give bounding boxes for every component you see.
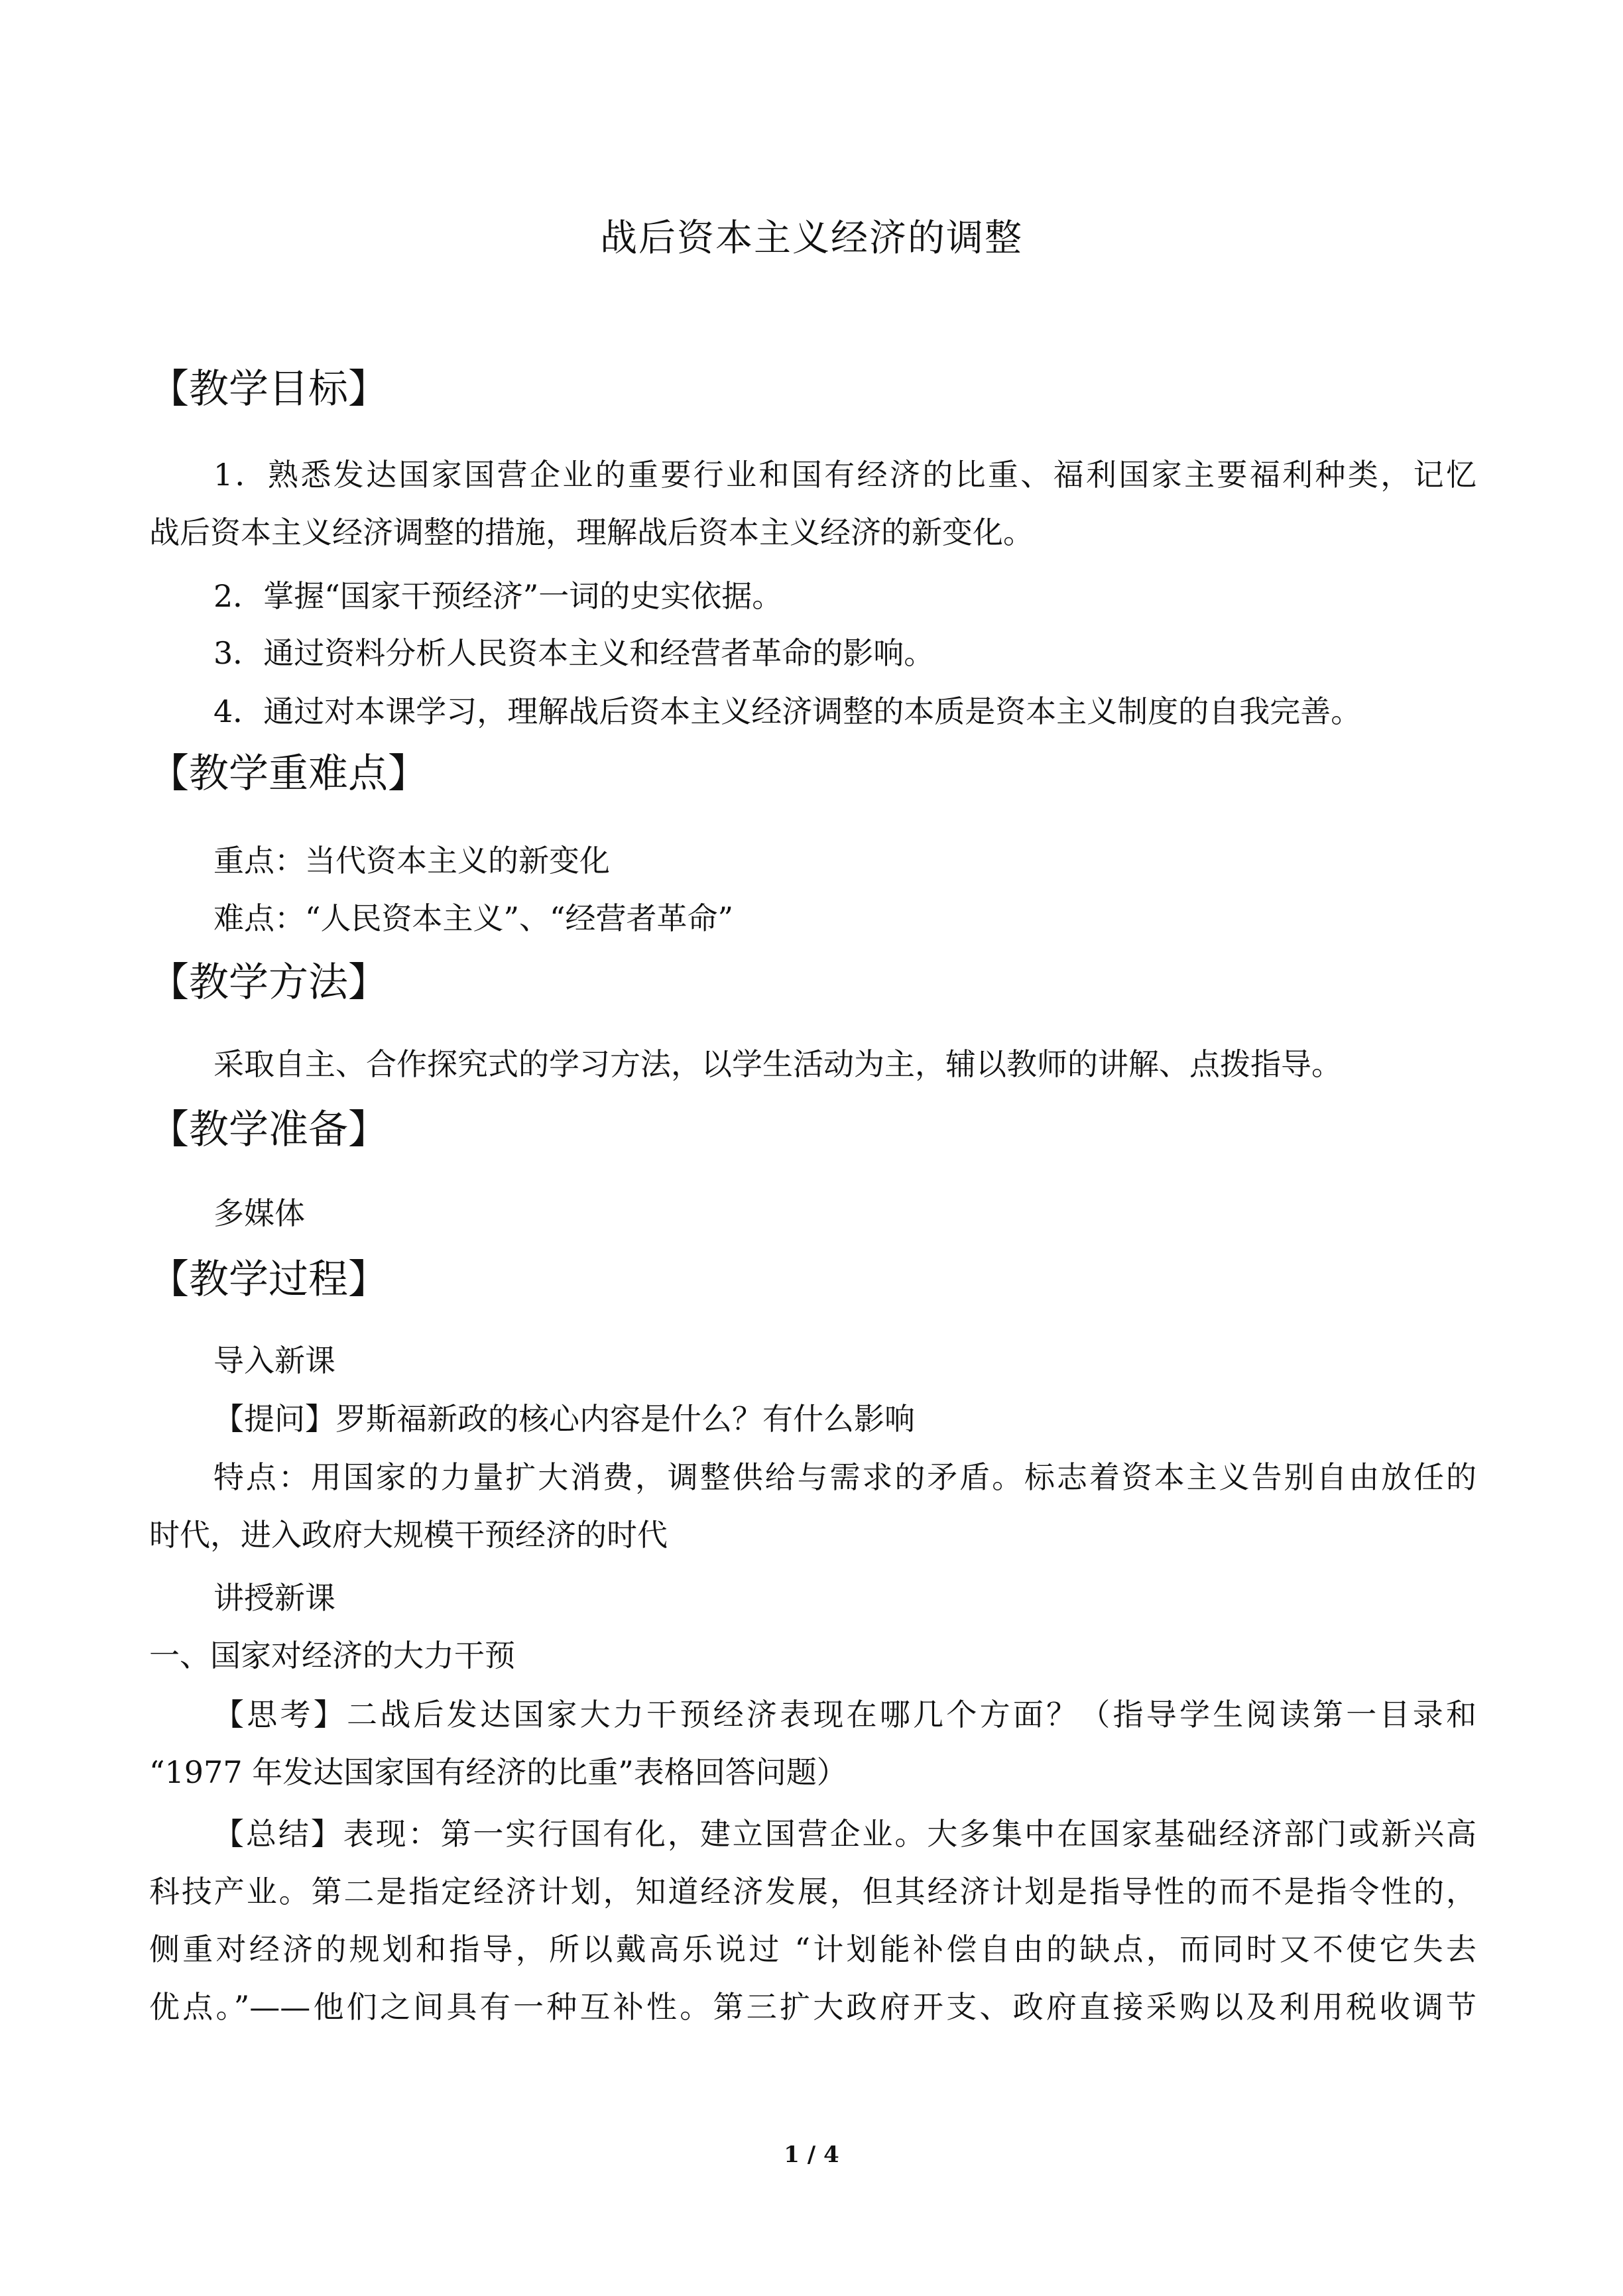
heading-objectives: 【教学目标】 — [149, 366, 388, 412]
section-1-heading: 一、国家对经济的大力干预 — [149, 1638, 515, 1673]
objective-1-line-1: 1．熟悉发达国家国营企业的重要行业和国有经济的比重、福利国家主要福利种类，记忆 — [213, 457, 1476, 493]
heading-key-points: 【教学重难点】 — [149, 751, 428, 797]
key-point-difficulty: 难点：“人民资本主义”、“经营者革命” — [213, 900, 734, 936]
process-new-lesson: 讲授新课 — [213, 1580, 335, 1616]
think-line-2: “1977 年发达国家国有经济的比重”表格回答问题） — [149, 1754, 847, 1790]
process-intro: 导入新课 — [213, 1343, 335, 1378]
summary-line-1: 【总结】表现：第一实行国有化，建立国营企业。大多集中在国家基础经济部门或新兴高 — [213, 1816, 1476, 1852]
objective-2: 2．掌握“国家干预经济”一词的史实依据。 — [213, 578, 783, 614]
summary-line-2: 科技产业。第二是指定经济计划，知道经济发展，但其经济计划是指导性的而不是指令性的， — [149, 1874, 1476, 1909]
heading-process: 【教学过程】 — [149, 1256, 388, 1303]
objective-4: 4．通过对本课学习，理解战后资本主义经济调整的本质是资本主义制度的自我完善。 — [213, 694, 1362, 729]
objective-3: 3．通过资料分析人民资本主义和经营者革命的影响。 — [213, 635, 935, 671]
process-question: 【提问】罗斯福新政的核心内容是什么？有什么影响 — [213, 1401, 915, 1437]
process-feature-line-1: 特点：用国家的力量扩大消费，调整供给与需求的矛盾。标志着资本主义告别自由放任的 — [213, 1459, 1476, 1495]
document-title: 战后资本主义经济的调整 — [600, 217, 1023, 260]
heading-preparation: 【教学准备】 — [149, 1107, 388, 1153]
heading-methods: 【教学方法】 — [149, 959, 388, 1006]
think-line-1: 【思考】二战后发达国家大力干预经济表现在哪几个方面？（指导学生阅读第一目录和 — [213, 1697, 1476, 1732]
process-feature-line-2: 时代，进入政府大规模干预经济的时代 — [149, 1517, 668, 1553]
page-number: 1 / 4 — [784, 2142, 839, 2168]
methods-text: 采取自主、合作探究式的学习方法，以学生活动为主，辅以教师的讲解、点拨指导。 — [213, 1046, 1342, 1082]
objective-1-line-2: 战后资本主义经济调整的措施，理解战后资本主义经济的新变化。 — [149, 514, 1034, 550]
key-point-focus: 重点：当代资本主义的新变化 — [213, 843, 610, 878]
preparation-text: 多媒体 — [213, 1195, 305, 1231]
summary-line-4: 优点。”——他们之间具有一种互补性。第三扩大政府开支、政府直接采购以及利用税收调节 — [149, 1989, 1476, 2025]
summary-line-3: 侧重对经济的规划和指导，所以戴高乐说过 “计划能补偿自由的缺点，而同时又不使它失去 — [149, 1931, 1476, 1967]
